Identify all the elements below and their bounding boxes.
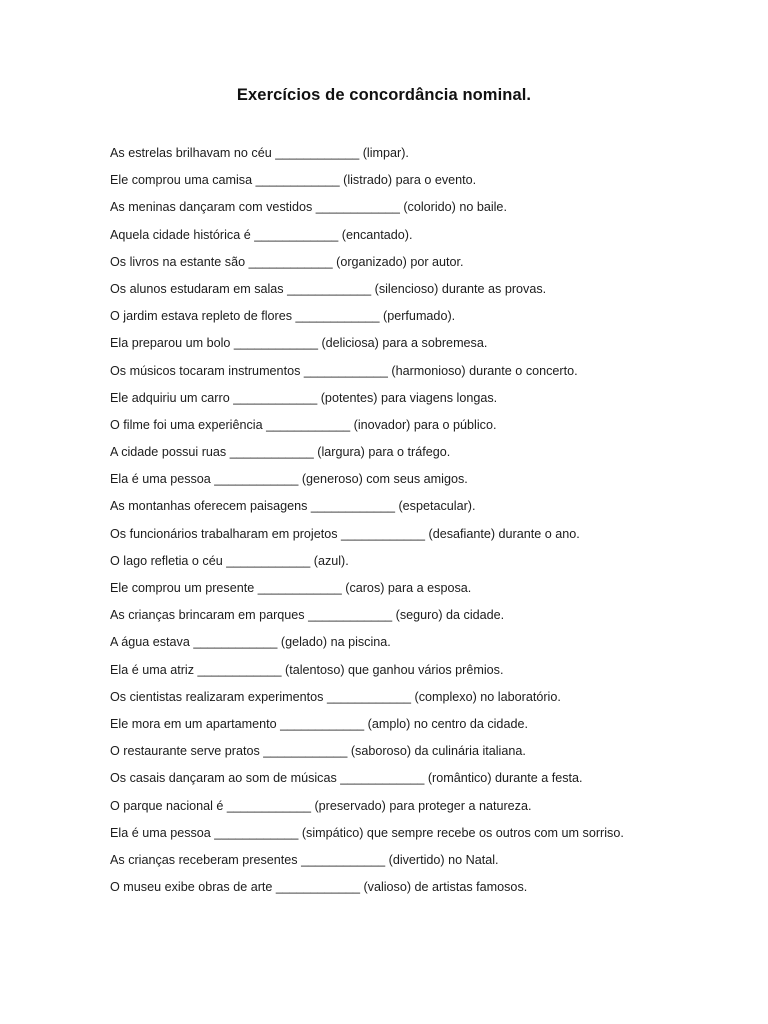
exercise-item: Ele adquiriu um carro ____________ (potentes) para viagens longas. [110,390,498,405]
exercise-item: A água estava ____________ (gelado) na piscina. [110,635,391,650]
exercise-item: Os livros na estante são ____________ (organizado) por autor. [110,254,464,269]
exercise-item: As meninas dançaram com vestidos ____________ (colorido) no baile. [110,200,507,215]
exercise-item: Os casais dançaram ao som de músicas ____________ (romântico) durante a festa. [110,771,583,786]
exercise-item: Ela preparou um bolo ____________ (deliciosa) para a sobremesa. [110,336,488,351]
exercise-item: Ela é uma pessoa ____________ (simpático) que sempre recebe os outros com um sorriso. [110,825,624,840]
exercise-item: Os funcionários trabalharam em projetos ____________ (desafiante) durante o ano. [110,526,580,541]
exercise-item: As montanhas oferecem paisagens ____________ (espetacular). [110,499,476,514]
exercise-item: Ele comprou uma camisa ____________ (listrado) para o evento. [110,173,477,188]
exercise-item: A cidade possui ruas ____________ (largura) para o tráfego. [110,445,451,460]
exercise-item: Os alunos estudaram em salas ____________ (silencioso) durante as provas. [110,281,547,296]
exercise-item: O lago refletia o céu ____________ (azul). [110,553,349,568]
exercise-item: As crianças brincaram em parques ____________ (seguro) da cidade. [110,608,505,623]
document-title: Exercícios de concordância nominal. [236,86,532,104]
exercise-item: Aquela cidade histórica é ____________ (encantado). [110,227,413,242]
exercise-item: Ele comprou um presente ____________ (caros) para a esposa. [110,581,472,595]
exercise-item: O jardim estava repleto de flores ____________ (perfumado). [110,309,456,324]
exercise-item: O museu exibe obras de arte ____________ (valioso) de artistas famosos. [110,880,528,895]
exercise-list [110,144,630,905]
exercise-item: Os cientistas realizaram experimentos ____________ (complexo) no laboratório. [110,689,561,704]
exercise-item: O filme foi uma experiência ____________ (inovador) para o público. [110,417,497,432]
exercise-item: O parque nacional é ____________ (preservado) para proteger a natureza. [110,798,532,813]
exercise-item: Ele mora em um apartamento ____________ (amplo) no centro da cidade. [110,716,528,731]
exercise-item: Ela é uma atriz ____________ (talentoso) que ganhou vários prêmios. [110,662,504,677]
exercise-item: Os músicos tocaram instrumentos ____________ (harmonioso) durante o concerto. [110,363,578,378]
exercise-item: Ela é uma pessoa ____________ (generoso) com seus amigos. [110,472,468,487]
exercise-item: As crianças receberam presentes ____________ (divertido) no Natal. [110,852,499,867]
exercise-item: O restaurante serve pratos ____________ (saboroso) da culinária italiana. [110,744,526,759]
exercise-item: As estrelas brilhavam no céu ____________ (limpar). [110,146,409,160]
